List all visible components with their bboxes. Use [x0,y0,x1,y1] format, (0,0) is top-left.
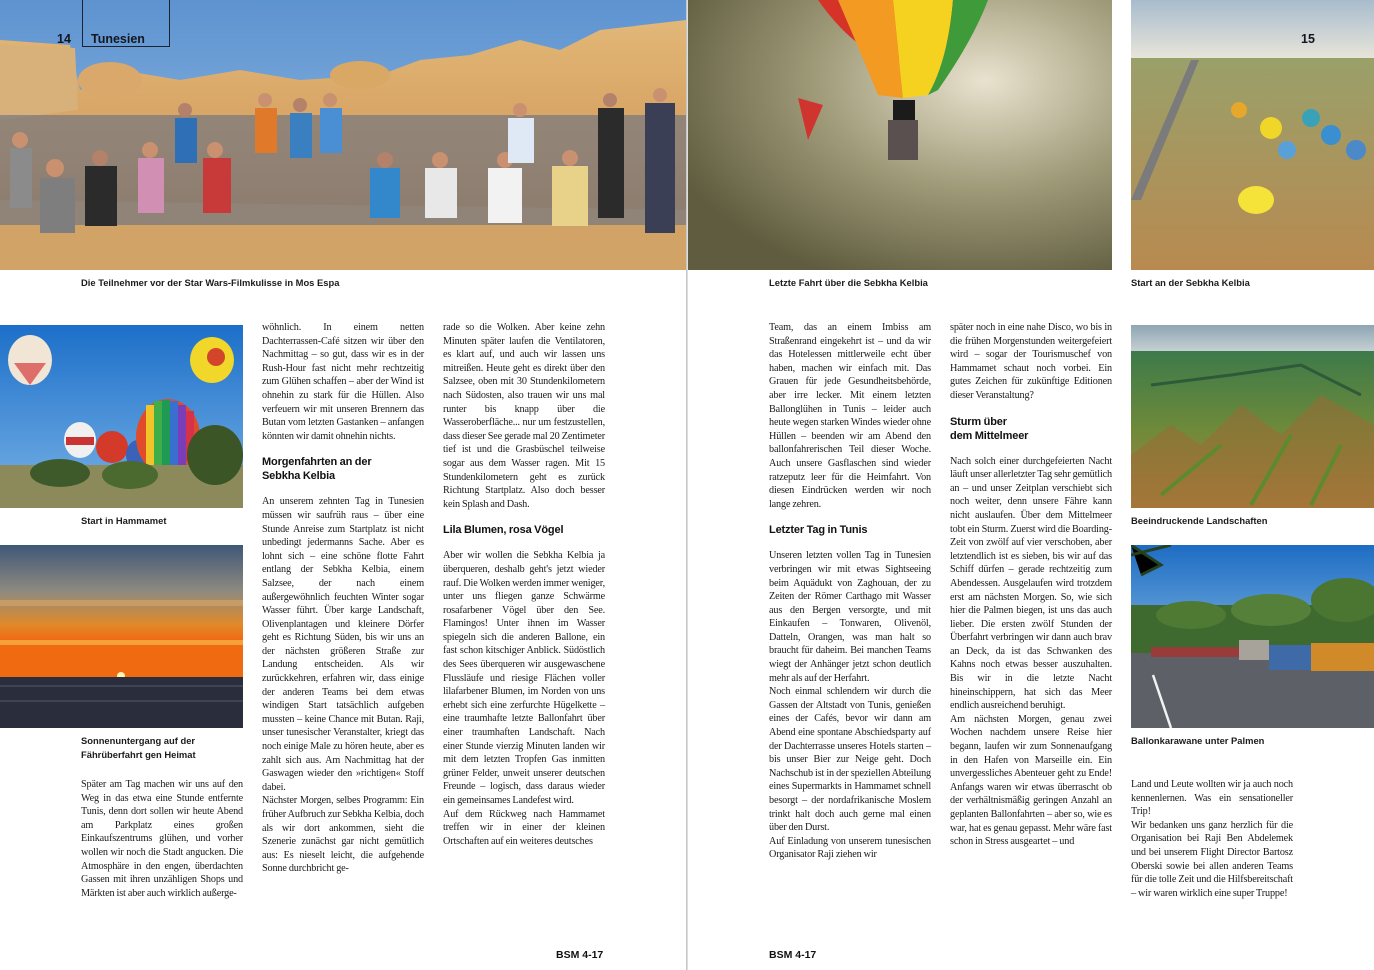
paragraph: Aber wir wollen die Sebkha Kelbia ja überqueren, deshalb geht's jetzt wieder rauf. Die Wolken werden immer weniger, unter uns fliegen ganze Schwärme rosafarbener Vögel über den See. Flamingos! Unter ihnen im Wasser spiegeln sich die anderen Ballone, ein fast schon kitschiger Anblick. Südöstlich des Sees überqueren wir ausgewaschene Flussläufe und riesige Flächen voller lilafarbener Blumen, im Norden von uns erhebt sich eine zerfurchte Hügelkette – eine traumhafte letzte Ballonfahrt über einer traumhaften Landschaft. Nach einer Stunde vierzig Minuten landen wir mit dem letzten Tropfen Gas inmitten grüner Felder, unweit unserer deutschen Freunde – logisch, dass daraus wieder ein gemeinsames Landefest wird. [443,550,605,806]
subheading-letzter-tag: Letzter Tag in Tunis [769,524,868,537]
balloons-photo-icon [0,325,243,508]
paragraph: Auf dem Rückweg nach Hammamet treffen wir in einer der kleinen Ortschaften auf ein weiteres deutsches [443,808,605,847]
footer-issue-left: BSM 4-17 [556,949,604,961]
article-column-2 [262,321,424,876]
palms-road-photo-icon [1131,545,1374,728]
balloon-aerial-photo-icon [688,0,1112,270]
start-sebkha-photo [1131,0,1374,270]
paragraph: Noch einmal schlendern wir durch die Gassen der Altstadt von Tunis, genießen eines der Cafés, bevor wir dann am Abend eine spontane Abschiedsparty auf der Dachterrasse unseres Hotels starten – bis unser Bier zur Neige geht. Doch Nachschub ist in der speziellen Abteilung eines Supermarkts in Hammamet schnell besorgt – der nordafrikanische Moslem trinkt halt doch auch gerne mal einen über den Durst. [769,686,931,834]
hammamet-photo [0,325,243,508]
right-page [688,0,1374,970]
article-column-5 [950,321,1112,849]
subheading-line: dem Mittelmeer [950,429,1029,442]
section-title: Tunesien [91,32,145,46]
caption-hammamet: Start in Hammamet [81,515,167,526]
subheading-line: Sturm über [950,415,1007,428]
article-column-6 [1131,778,1293,900]
left-page [0,0,686,970]
caption-sunset [81,734,196,762]
sunset-photo [0,545,243,728]
paragraph: Team, das an einem Imbiss am Straßenrand eingekehrt ist – und da wir das Hotelessen mittlerweile echt über haben, machen wir einfach mit. Das Grauen für jede Gesundheitsbehörde, aber irre lecker. Mit einem letzten Ballonglühen in Tunis – leider auch heute wegen starken Windes wieder ohne Hüllen – beenden wir am Abend den ballonfahrerischen Teil dieser Woche. Auch unsere Gasflaschen sind wieder ratzeputz leer für die Heimfahrt. Von diesen Eindrücken werden wir noch lange zehren. [769,322,931,510]
landscape-photo-icon [1131,325,1374,508]
paragraph: Auf Einladung von unserem tunesischen Organisator Raji ziehen wir [769,835,931,861]
aerial-field-photo-icon [1131,0,1374,270]
paragraph: Nach solch einer durchgefeierten Nacht läuft unser allerletzter Tag sehr gemütlich an – und unser Zeitplan verschiebt sich noch weiter, denn unsere Fähre kann nicht auslaufen. Über dem Mittelmeer tobt ein Sturm. Zuerst wird die Boarding-Zeit von zwölf auf vier verschoben, aber letztendlich ist es sieben, bis wir auf das Schiff dürfen – gerade rechtzeitig zum Abendessen. Ausgelaufen wird trotzdem erst am nächsten Morgen. So, wie sich hier die Palmen biegen, ist uns das auch lieber. Die ersten zwölf Stunden der Überfahrt verbringen wir dann auch brav an Deck, da ist das Schwanken des Kahns noch etwas besser auszuhalten. Bis wir in die letzte Nacht hineinschippern, hat sich das Meer endlich ausreichend beruhigt. [950,455,1112,712]
paragraph: Am nächsten Morgen, genau zwei Wochen nachdem unsere Reise hier begann, laufen wir zum Sonnenaufgang in den Hafen von Marseille ein. Ein unvergessliches Abenteuer geht zu Ende! Anfangs waren wir etwas überrascht ob der verhältnismäßig geringen Anzahl an geplanten Ballonfahrten – aber so, wie es war, hat es genau gepasst. Mehr wäre fast schon in Stress ausgeartet – und [950,713,1112,848]
subheading-line: Morgenfahrten an der [262,456,372,469]
caption-caravan: Ballonkarawane unter Palmen [1131,735,1265,746]
paragraph: rade so die Wolken. Aber keine zehn Minuten später laufen die Ventilatoren, es klart auf, und auch wir lassen uns mitreißen. Heute geht es direkt über den Salzsee, oben mit 30 Stundenkilometern nach Südosten, also trauen wir uns mal runter bis knapp über die Wasseroberfläche... nur um festzustellen, dass dieser See gerade mal 20 Zentimeter tief ist und die Grasbüschel teilweise sogar aus dem Wasser ragen. Mit 15 Stundenkilometern geht es zurück Richtung Startplatz. Also doch besser kein Splash and Dash. [443,322,605,510]
paragraph: Nächster Morgen, selbes Programm: Ein früher Aufbruch zur Sebkha Kelbia, doch als wir dort ankommen, sieht die Szenerie zunächst gar nicht gemütlich aus: Es nieselt leicht, die aufgehende Sonne durchbricht ge- [262,795,424,875]
caravan-photo [1131,545,1374,728]
subheading-sturm [950,415,1112,443]
caption-last-ride: Letzte Fahrt über die Sebkha Kelbia [769,277,928,288]
article-column-3 [443,321,605,848]
paragraph: später noch in eine nahe Disco, wo bis in die frühen Morgenstunden weitergefeiert wird – sogar der Tourismuschef von Hammamet schaut noch vorbei. Ein gutes Zeichen für zukünftige Editionen dieser Veranstaltung? [950,322,1112,401]
footer-issue-right: BSM 4-17 [769,949,817,961]
page-number-left: 14 [57,32,71,46]
subheading-lila-blumen: Lila Blumen, rosa Vögel [443,524,564,537]
article-column-4 [769,321,931,862]
last-ride-photo [688,0,1112,270]
paragraph: Unseren letzten vollen Tag in Tunesien verbringen wir mit etwas Sightseeing beim Aquädukt von Zaghouan, der zu Zeiten der Römer Carthago mit Wasser aus den Bergen versorgte, und mit Einkaufen – Tonwaren, Olivenöl, Datteln, Orangen, was man halt so braucht für daheim. Bei manchen Teams wiegt der Anhänger jetzt schon deutlich mehr als auf der Herfahrt. [769,550,931,684]
sunset-photo-icon [0,545,243,728]
subheading-line: Sebkha Kelbia [262,470,335,483]
caption-landscape: Beeindruckende Landschaften [1131,515,1268,526]
caption-sunset-line2: Fährüberfahrt gen Heimat [81,749,196,760]
caption-sunset-line1: Sonnenuntergang auf der [81,735,196,746]
paragraph: wöhnlich. In einem netten Dachterrassen-Café sitzen wir über den Nachmittag – so gut, dass wir es in der Rush-Hour fast nicht mehr rechtzeitig zum Glühen schaffen – aber der Wind ist ohnehin zu stark für die Hüllen. Also verfeuern wir mit unseren Brennern das Butan vom letzten Gastanken – anfangen könnten wir damit ohnehin nichts. [262,322,424,442]
article-column-1 [81,778,243,900]
paragraph: Später am Tag machen wir uns auf den Weg in das etwa eine Stunde entfernte Tunis, denn dort sollen wir heute Abend am Parkplatz eines großen Einkaufszentrums glühen, und vorher wollen wir noch die Stadt angucken. Die Atmosphäre in den engen, überdachten Gassen mit ihren unzähligen Shops und Märkten ist aber auch wirklich außerge- [81,779,243,899]
paragraph: An unserem zehnten Tag in Tunesien müssen wir saufrüh raus – über eine Stunde Anreise zum Startplatz ist nicht unbedingt jedermanns Sache. Aber es lohnt sich – eine schöne flotte Fahrt entlang der Sebkha Kelbia, einem Salzsee, der nach einem außergewöhnlich feuchten Winter sogar Wasser führt. Über karge Landschaft, Olivenplantagen und kleinere Dörfer geht es Richtung Süden, bis wir uns an der nächsten größeren Straße zur Landung entscheiden. Als wir zurückkehren, erfahren wir, dass einige der anderen Teams bei dem etwas windigen Start tatsächlich aufgeben mussten – keine Chance mit Butan. Raji, unser tunesischer Veranstalter, kriegt das noch einige Male zu hören heute, aber es zahlt sich aus. Am Nachmittag hat der Gaswagen wieder den »richtigen« Stoff dabei. [262,496,424,793]
paragraph: Land und Leute wollten wir ja auch noch kennenlernen. Was ein sensationeller Trip! [1131,779,1293,818]
paragraph: Wir bedanken uns ganz herzlich für die Organisation bei Raji Ben Abdelemek und bei unserem Flight Director Bartosz Oberski sowie bei allen anderen Teams für die tolle Zeit und die Hilfsbereitschaft – wir waren wirklich eine super Truppe! [1131,819,1293,899]
caption-start-sebkha: Start an der Sebkha Kelbia [1131,277,1250,288]
caption-group-photo: Die Teilnehmer vor der Star Wars-Filmkulisse in Mos Espa [81,277,340,288]
page-number-right: 15 [1301,32,1315,46]
landscape-photo [1131,325,1374,508]
subheading-morgenfahrten [262,455,424,483]
